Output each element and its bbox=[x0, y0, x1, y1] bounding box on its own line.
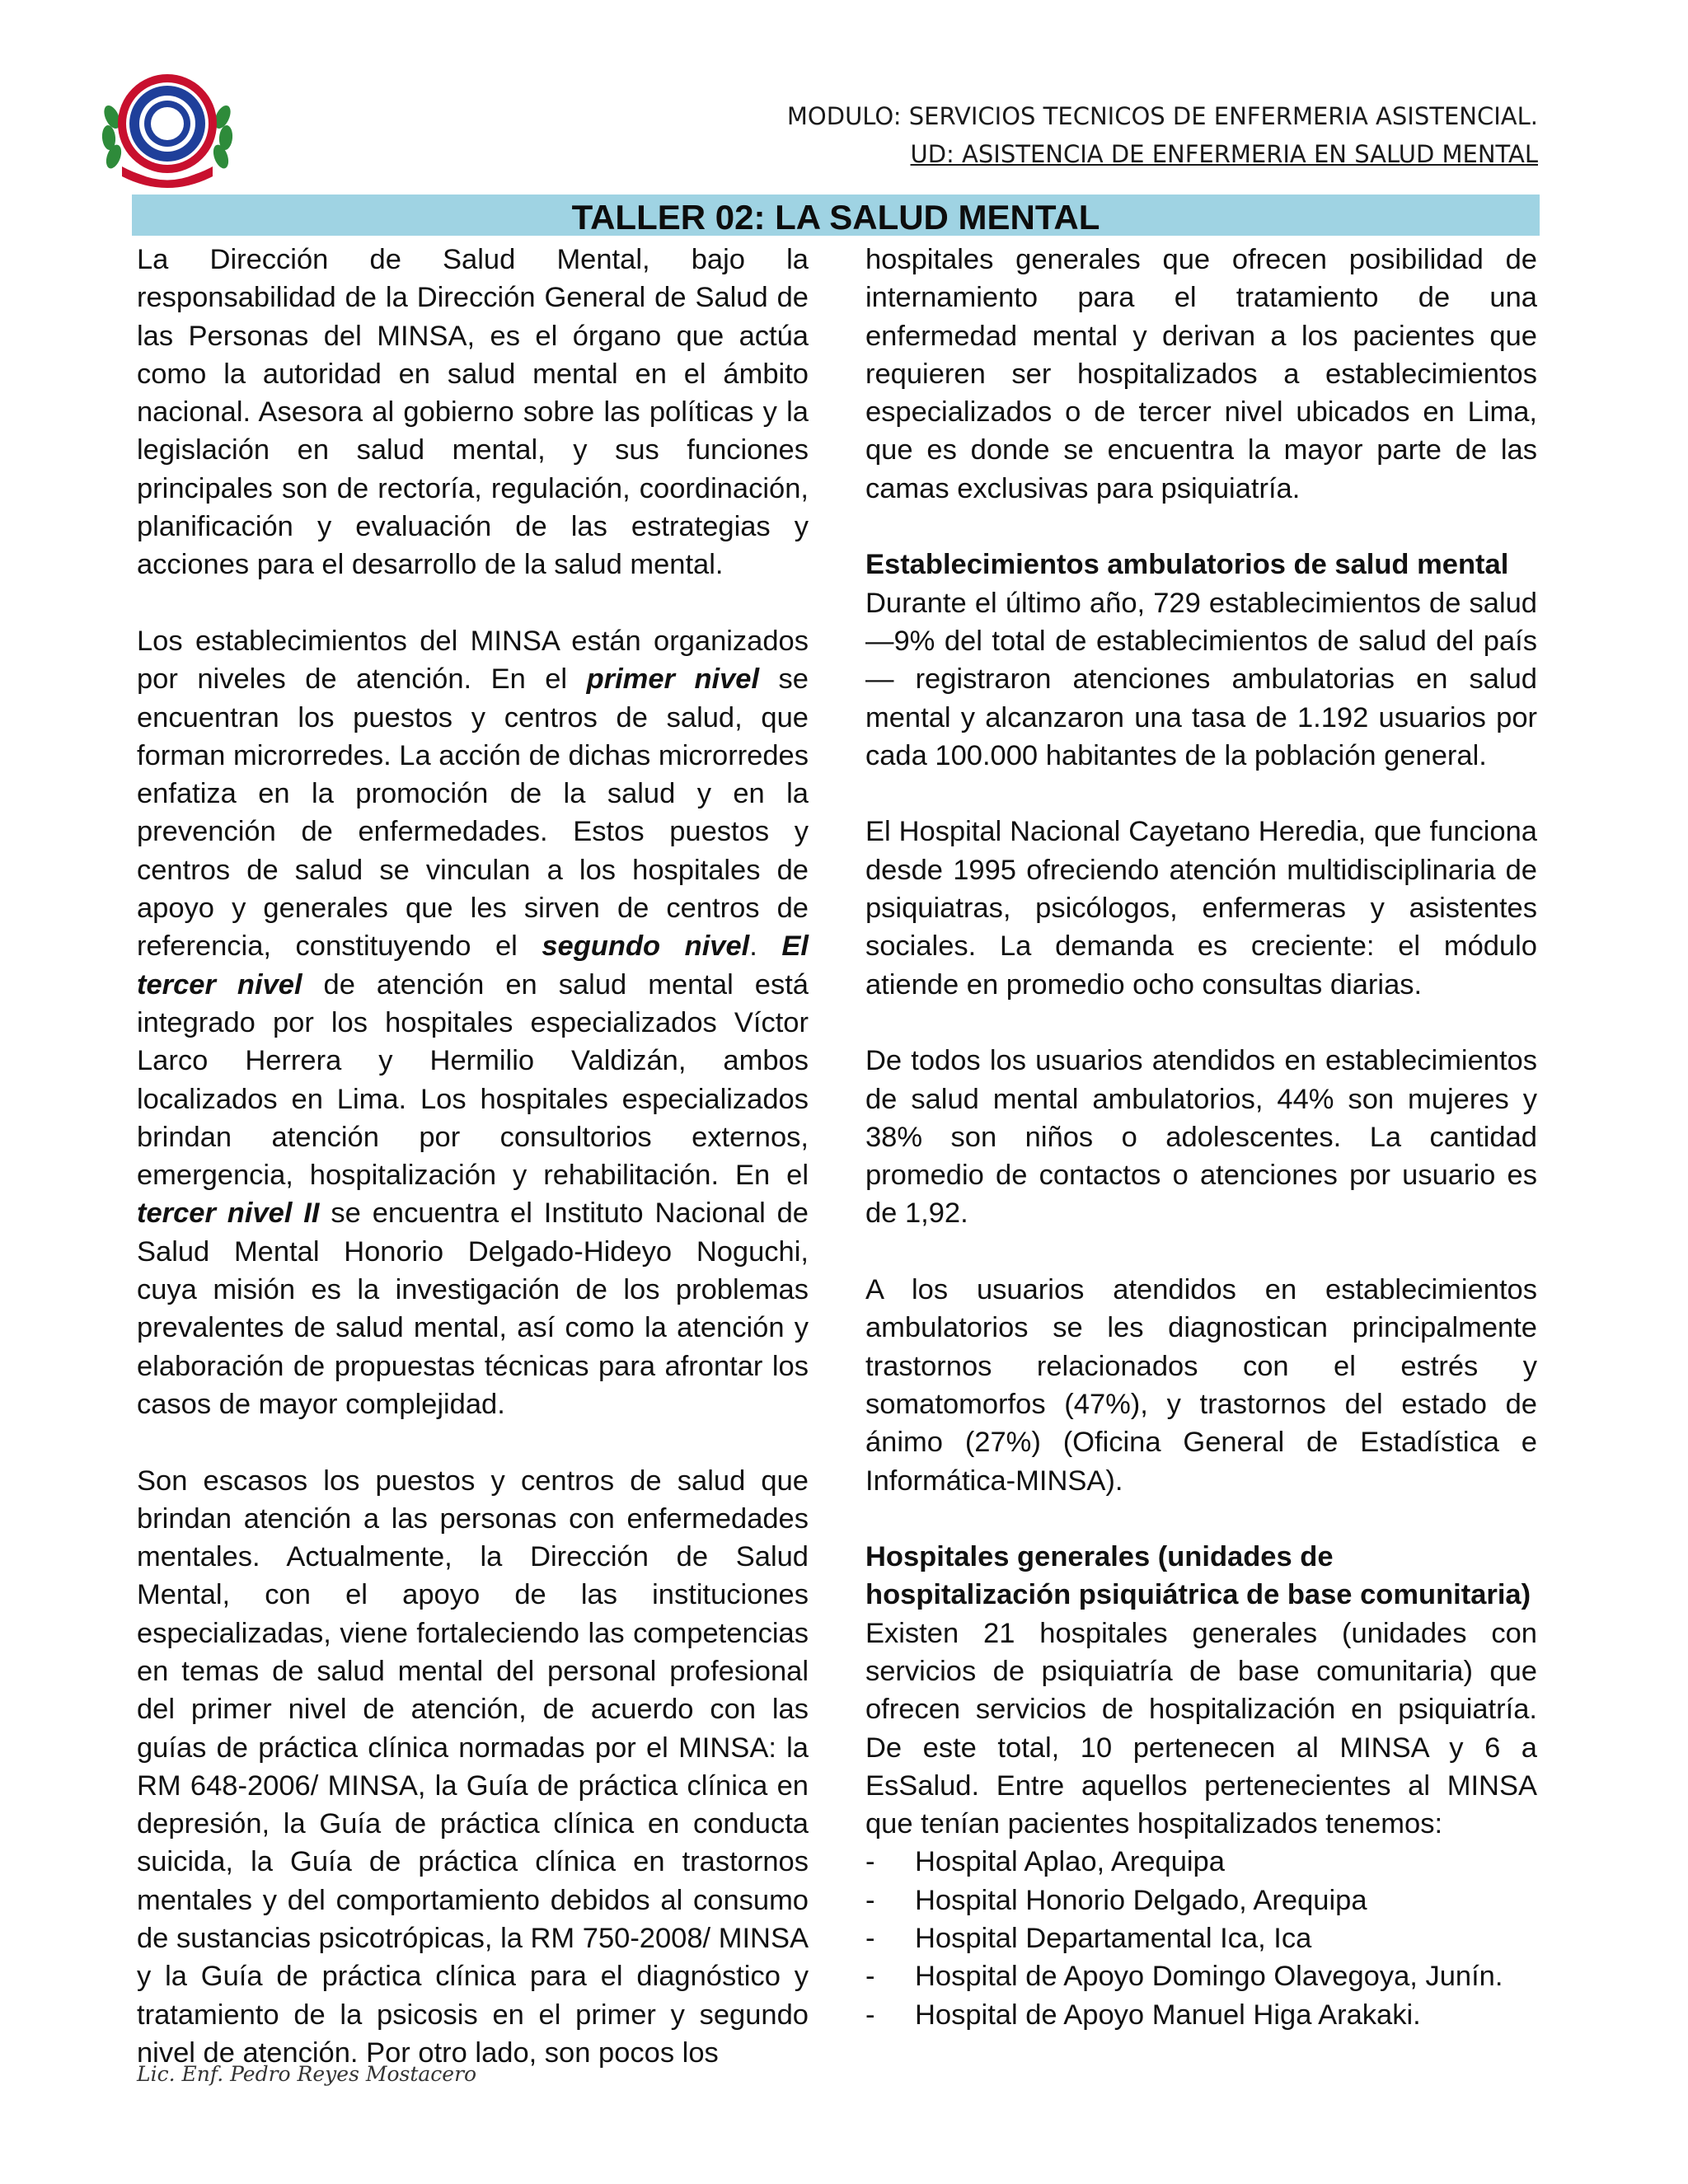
page-title: TALLER 02: LA SALUD MENTAL bbox=[571, 198, 1100, 237]
header-module: MODULO: SERVICIOS TECNICOS DE ENFERMERIA ASISTENCIAL. bbox=[786, 102, 1538, 130]
list-item: - Hospital Aplao, Arequipa bbox=[865, 1843, 1537, 1881]
hospital-list bbox=[865, 1843, 1537, 2033]
emphasis-segundo-nivel: segundo nivel bbox=[542, 930, 750, 963]
section-heading: Hospitales generales (unidades de hospitalización psiquiátrica de base comunitaria) bbox=[865, 1541, 1531, 1611]
right-column bbox=[865, 241, 1537, 2034]
list-item: - Hospital Honorio Delgado, Arequipa bbox=[865, 1882, 1537, 1919]
paragraph: De todos los usuarios atendidos en establecimientos de salud mental ambulatorios, 44% son mujeres y 38% son niños o adolescentes. La cantidad promedio de contactos o atenciones por usuario es de 1,92. bbox=[865, 1045, 1537, 1230]
paragraph: El Hospital Nacional Cayetano Heredia, que funciona desde 1995 ofreciendo atención multidisciplinaria de psiquiatras, psicólogos, enfermeras y asistentes sociales. La demanda es creciente: el módulo atiende en promedio ocho consultas diarias. bbox=[865, 816, 1537, 1001]
document-header bbox=[787, 97, 1538, 173]
paragraph: hospitales generales que ofrecen posibilidad de internamiento para el tratamiento de una enfermedad mental y derivan a los pacientes que requieren ser hospitalizados a establecimientos especializados o de tercer nivel ubicados en Lima, que es donde se encuentra la mayor parte de las camas exclusivas para psiquiatría. bbox=[865, 244, 1537, 504]
emphasis-tercer-nivel: El tercer nivel bbox=[137, 930, 809, 1001]
emphasis-tercer-nivel-ii: tercer nivel II bbox=[137, 1197, 320, 1230]
title-band bbox=[132, 194, 1540, 236]
paragraph: La Dirección de Salud Mental, bajo la responsabilidad de la Dirección General de Salud de las Personas del MINSA, es el órgano que actúa como la autoridad en salud mental en el ámbito nacional. Asesora al gobierno sobre las políticas y la legislación en salud mental, y sus funciones principales son de rectoría, regulación, coordinación, planificación y evaluación de las estrategias y acciones para el desarrollo de la salud mental. bbox=[137, 244, 809, 581]
paragraph: A los usuarios atendidos en establecimientos ambulatorios se les diagnostican principalmente trastornos relacionados con el estrés y somatomorfos (47%), y trastornos del estado de ánimo (27%) (Oficina General de Estadística e Informática-MINSA). bbox=[865, 1274, 1537, 1497]
header-unit: UD: ASISTENCIA DE ENFERMERIA EN SALUD MENTAL bbox=[910, 140, 1538, 168]
list-item: - Hospital de Apoyo Domingo Olavegoya, Junín. bbox=[865, 1957, 1537, 1995]
emphasis-primer-nivel: primer nivel bbox=[586, 663, 760, 696]
institution-logo bbox=[97, 68, 237, 191]
section-heading: Establecimientos ambulatorios de salud mental bbox=[865, 549, 1509, 581]
paragraph: Existen 21 hospitales generales (unidades con servicios de psiquiatría de base comunitaria) que ofrecen servicios de hospitalización en psiquiatría. De este total, 10 pertenecen al MINSA y 6 a EsSalud. Entre aquellos pertenecientes al MINSA que tenían pacientes hospitalizados tenemos: bbox=[865, 1617, 1537, 1840]
list-item: - Hospital Departamental Ica, Ica bbox=[865, 1919, 1537, 1957]
footer-author: Lic. Enf. Pedro Reyes Mostacero bbox=[137, 2062, 477, 2086]
list-item: - Hospital de Apoyo Manuel Higa Arakaki. bbox=[865, 1996, 1537, 2034]
paragraph: Los establecimientos del MINSA están organizados por niveles de atención. En el primer nivel se encuentran los puestos y centros de salud, que forman microrredes. La acción de dichas microrredes enfatiza en la promoción de la salud y en la prevención de enfermedades. Estos puestos y centros de salud se vinculan a los hospitales de apoyo y generales que les sirven de centros de referencia, constituyendo el segundo nivel. El tercer nivel de atención en salud mental está integrado por los hospitales especializados Víctor Larco Herrera y Hermilio Valdizán, ambos localizados en Lima. Los hospitales especializados brindan atención por consultorios externos, emergencia, hospitalización y rehabilitación. En el tercer nivel II se encuentra el Instituto Nacional de Salud Mental Honorio Delgado-Hideyo Noguchi, cuya misión es la investigación de los problemas prevalentes de salud mental, así como la atención y elaboración de propuestas técnicas para afrontar los casos de mayor complejidad. bbox=[137, 625, 809, 1420]
paragraph: Durante el último año, 729 establecimientos de salud —9% del total de establecimientos de salud del país— registraron atenciones ambulatorias en salud mental y alcanzaron una tasa de 1.192 usuarios por cada 100.000 habitantes de la población general. bbox=[865, 587, 1537, 771]
left-column bbox=[137, 241, 809, 2111]
paragraph: Son escasos los puestos y centros de salud que brindan atención a las personas con enfermedades mentales. Actualmente, la Dirección de Salud Mental, con el apoyo de las instituciones especializadas, viene fortaleciendo las competencias en temas de salud mental del personal profesional del primer nivel de atención, de acuerdo con las guías de práctica clínica normadas por el MINSA: la RM 648-2006/ MINSA, la Guía de práctica clínica en depresión, la Guía de práctica clínica en conducta suicida, la Guía de práctica clínica en trastornos mentales y del comportamiento debidos al consumo de sustancias psicotrópicas, la RM 750-2008/ MINSA y la Guía de práctica clínica para el diagnóstico y tratamiento de la psicosis en el primer y segundo nivel de atención. Por otro lado, son pocos los bbox=[137, 1465, 809, 2069]
